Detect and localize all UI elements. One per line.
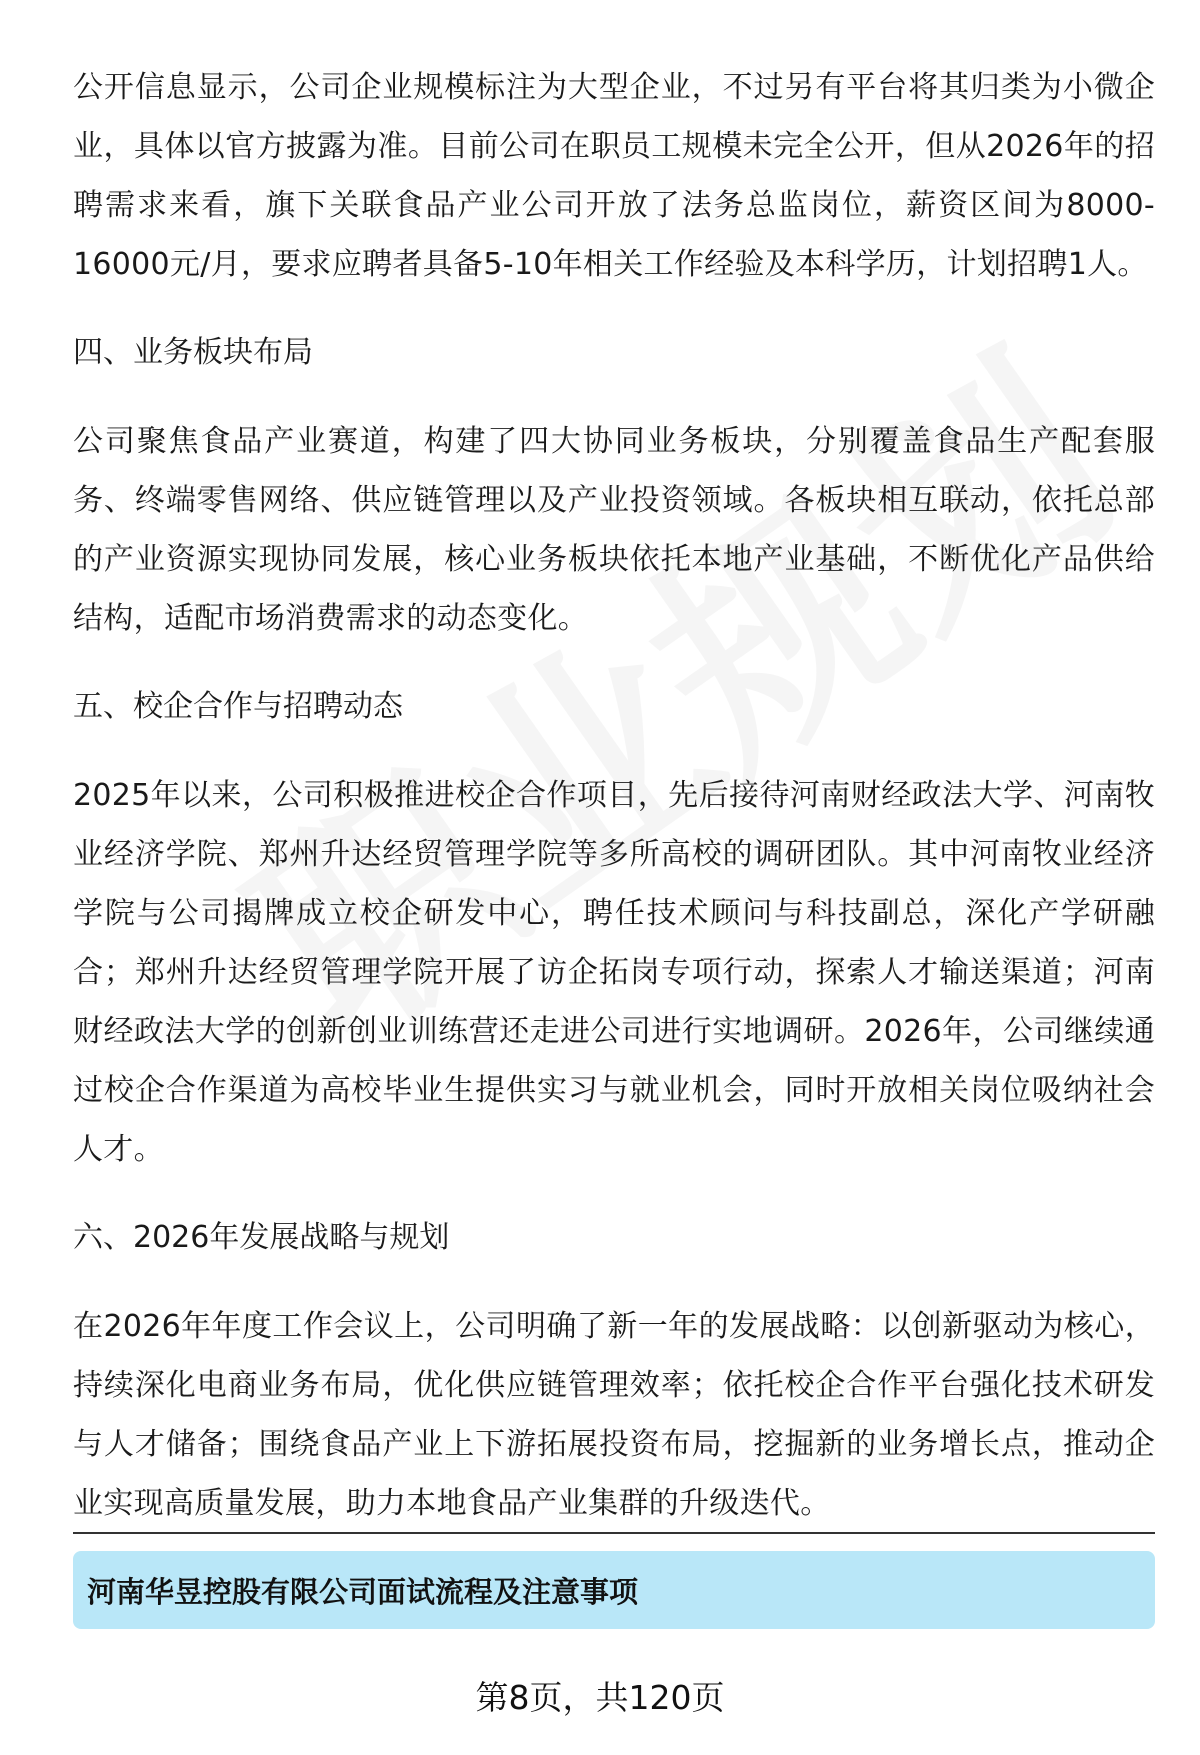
section-heading-business: 四、业务板块布局 (73, 335, 313, 370)
page-number: 第8页，共120页 (475, 1678, 725, 1717)
section-heading-strategy: 六、2026年发展战略与规划 (73, 1220, 450, 1255)
paragraph-business: 公司聚焦食品产业赛道，构建了四大协同业务板块，分别覆盖食品生产配套服务、终端零售网络、供应链管理以及产业投资领域。各板块相互联动，依托总部的产业资源实现协同发展，核心业务板块依托本地产业基础，不断优化产品供给结构，适配市场消费需求的动态变化。 (73, 424, 1155, 636)
section-heading-cooperation: 五、校企合作与招聘动态 (73, 689, 403, 724)
banner-title: 河南华昱控股有限公司面试流程及注意事项 (87, 1574, 639, 1609)
document-body (73, 58, 1155, 1533)
paragraph-company-scale: 公开信息显示，公司企业规模标注为大型企业，不过另有平台将其归类为小微企业，具体以官方披露为准。目前公司在职员工规模未完全公开，但从2026年的招聘需求来看，旗下关联食品产业公司开放了法务总监岗位，薪资区间为8000-16000元/月，要求应聘者具备5-10年相关工作经验及本科学历，计划招聘1人。 (73, 70, 1155, 282)
paragraph-cooperation: 2025年以来，公司积极推进校企合作项目，先后接待河南财经政法大学、河南牧业经济学院、郑州升达经贸管理学院等多所高校的调研团队。其中河南牧业经济学院与公司揭牌成立校企研发中心，聘任技术顾问与科技副总，深化产学研融合；郑州升达经贸管理学院开展了访企拓岗专项行动，探索人才输送渠道；河南财经政法大学的创新创业训练营还走进公司进行实地调研。2026年，公司继续通过校企合作渠道为高校毕业生提供实习与就业机会，同时开放相关岗位吸纳社会人才。 (73, 778, 1155, 1167)
paragraph-strategy: 在2026年年度工作会议上，公司明确了新一年的发展战略：以创新驱动为核心，持续深化电商业务布局，优化供应链管理效率；依托校企合作平台强化技术研发与人才储备；围绕食品产业上下游拓展投资布局，挖掘新的业务增长点，推动企业实现高质量发展，助力本地食品产业集群的升级迭代。 (73, 1309, 1155, 1521)
section-divider (73, 1532, 1155, 1534)
section-banner (73, 1551, 1155, 1629)
